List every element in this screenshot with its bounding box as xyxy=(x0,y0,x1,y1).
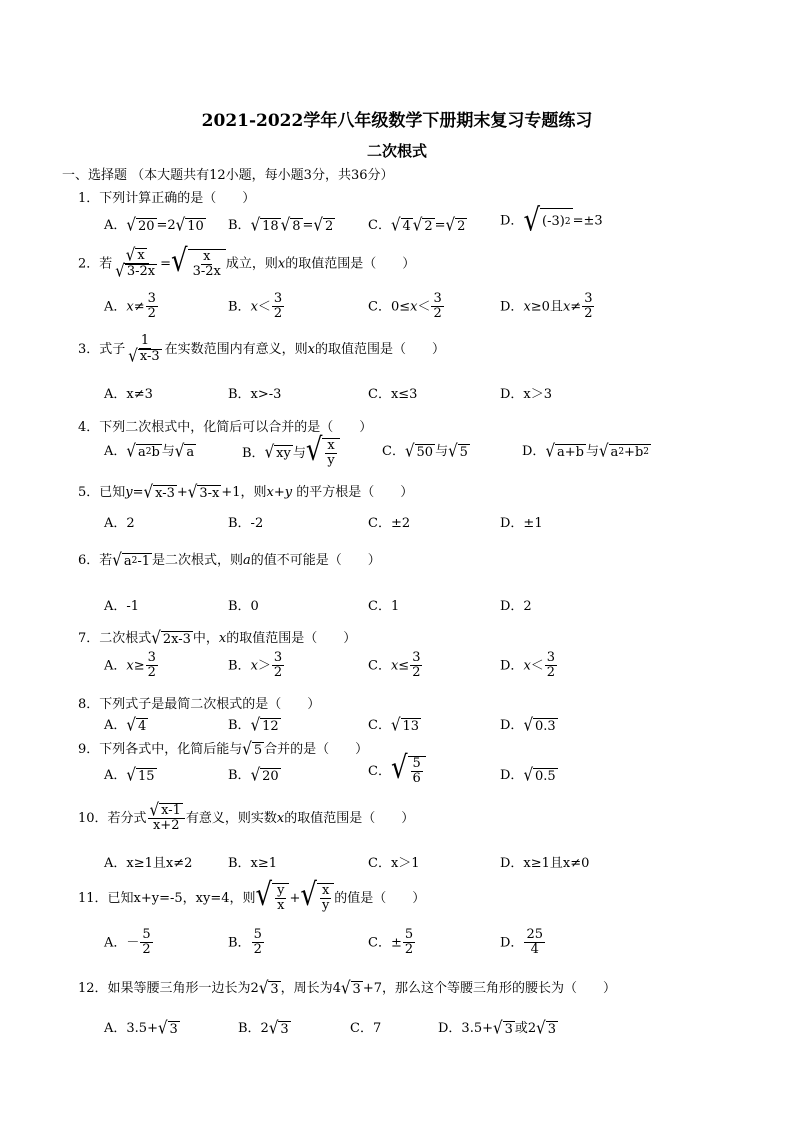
q10-option-b: B．x≥1 xyxy=(228,856,278,871)
q9-option-d: D． √ 0.5 xyxy=(500,764,556,785)
question-11: 11．已知x+y=-5，xy=4，则 √ $\frac{y}{x}$ + √ $\frac{x}{y}$ 的值是（ ） xyxy=(78,877,426,914)
question-8: 8．下列式子是最简二次根式的是（ ） xyxy=(78,697,321,712)
q2-option-c: C．0≤x＜ $\frac{3}{2}$ xyxy=(368,291,442,322)
q6-option-b: B．0 xyxy=(228,599,259,614)
q11-option-d: D． $\frac{25}{4}$ xyxy=(500,927,543,958)
q5-option-a: A．2 xyxy=(104,516,135,531)
q12-option-d: D．3.5+ √ 3 或2 √ 3 xyxy=(438,1017,556,1038)
q7-option-a: A．x≥ $\frac{3}{2}$ xyxy=(104,650,156,681)
q4-option-b: B． √ xy 与 √ $\frac{x}{y}$ xyxy=(242,438,340,469)
q5-option-d: D．±1 xyxy=(500,516,543,531)
q10-option-a: A．x≥1且x≠2 xyxy=(104,856,193,871)
q1-option-d: D． √ (-3) 2 =±3 xyxy=(500,203,603,239)
q2-option-d: D．x≥0且x≠ $\frac{3}{2}$ xyxy=(500,291,593,322)
q7-option-c: C．x≤ $\frac{3}{2}$ xyxy=(368,650,421,681)
q8-option-b: B． √ 12 xyxy=(228,714,279,735)
page-title: 2021-2022学年八年级数学下册期末复习专题练习 xyxy=(201,111,593,131)
q5-option-b: B．-2 xyxy=(228,516,264,531)
q4-option-c: C． √ 50 与 √ 5 xyxy=(382,440,468,461)
q1-option-a: A． √ 20 =2 √ 10 xyxy=(104,214,204,235)
q10-option-c: C．x＞1 xyxy=(368,856,420,871)
q2-option-a: A．x≠ $\frac{3}{2}$ xyxy=(104,291,156,322)
page-subtitle: 二次根式 xyxy=(366,142,427,160)
question-9: 9．下列各式中，化简后能与 √ 5 合并的是（ ） xyxy=(78,738,369,759)
q8-option-c: C． √ 13 xyxy=(368,714,420,735)
q3-option-d: D．x＞3 xyxy=(500,387,553,402)
q9-option-a: A． √ 15 xyxy=(104,764,155,785)
q12-option-c: C．7 xyxy=(350,1021,382,1036)
q11-option-b: B． $\frac{5}{2}$ xyxy=(228,927,262,958)
q11-option-c: C．± $\frac{5}{2}$ xyxy=(368,927,414,958)
question-12: 12．如果等腰三角形一边长为2 √ 3 ，周长为4 √ 3 +7，那么这个等腰三角形的腰长为（ ） xyxy=(78,977,616,998)
q8-option-d: D． √ 0.3 xyxy=(500,714,556,735)
q5-option-c: C．±2 xyxy=(368,516,411,531)
q10-option-d: D．x≥1且x≠0 xyxy=(500,856,590,871)
question-2: 2．若 √ x √ 3-2x = √ $\frac{x}{3-2x}$ 成立，则x的取值范围是（ ） xyxy=(78,243,416,282)
q7-option-b: B．x＞ $\frac{3}{2}$ xyxy=(228,650,283,681)
q3-option-c: C．x≤3 xyxy=(368,387,418,402)
question-3: 3．式子 1 √ x-3 在实数范围内有意义，则x的取值范围是（ ） xyxy=(78,333,445,367)
section-heading: 一、选择题 （本大题共有12小题，每小题3分，共36分） xyxy=(62,168,394,183)
q9-option-c: C． √ $\frac{5}{6}$ xyxy=(368,756,426,787)
q4-option-d: D． √ a+b 与 √ a 2 +b 2 xyxy=(522,440,649,461)
question-6: 6．若 √ a 2 -1 是二次根式，则a的值不可能是（ ） xyxy=(78,549,381,570)
q6-option-a: A．-1 xyxy=(104,599,140,614)
q2-option-b: B．x＜ $\frac{3}{2}$ xyxy=(228,291,283,322)
question-4: 4．下列二次根式中，化简后可以合并的是（ ） xyxy=(78,420,373,435)
q3-option-a: A．x≠3 xyxy=(104,387,153,402)
q1-option-c: C． √ 4 √ 2 = √ 2 xyxy=(368,214,466,235)
q6-option-d: D．2 xyxy=(500,599,532,614)
q12-option-a: A．3.5+ √ 3 xyxy=(104,1017,178,1038)
question-5: 5．已知y= √ x-3 + √ 3-x +1，则x+y 的平方根是（ ） xyxy=(78,481,414,502)
q9-option-b: B． √ 20 xyxy=(228,764,279,785)
q11-option-a: A．－ $\frac{5}{2}$ xyxy=(104,927,151,958)
question-10: 10．若分式 √ x-1 x+2 有意义，则实数x的取值范围是（ ） xyxy=(78,799,415,834)
q6-option-c: C．1 xyxy=(368,599,400,614)
q3-option-b: B．x>-3 xyxy=(228,387,282,402)
q8-option-a: A． √ 4 xyxy=(104,714,147,735)
q7-option-d: D．x＜ $\frac{3}{2}$ xyxy=(500,650,556,681)
q12-option-b: B．2 √ 3 xyxy=(238,1017,289,1038)
question-1: 1．下列计算正确的是（ ） xyxy=(78,191,256,206)
q4-option-a: A． √ a 2 b 与 √ a xyxy=(104,440,195,461)
q1-option-b: B． √ 18 √ 8 = √ 2 xyxy=(228,214,334,235)
question-7: 7．二次根式 √ 2x-3 中，x的取值范围是（ ） xyxy=(78,627,357,648)
